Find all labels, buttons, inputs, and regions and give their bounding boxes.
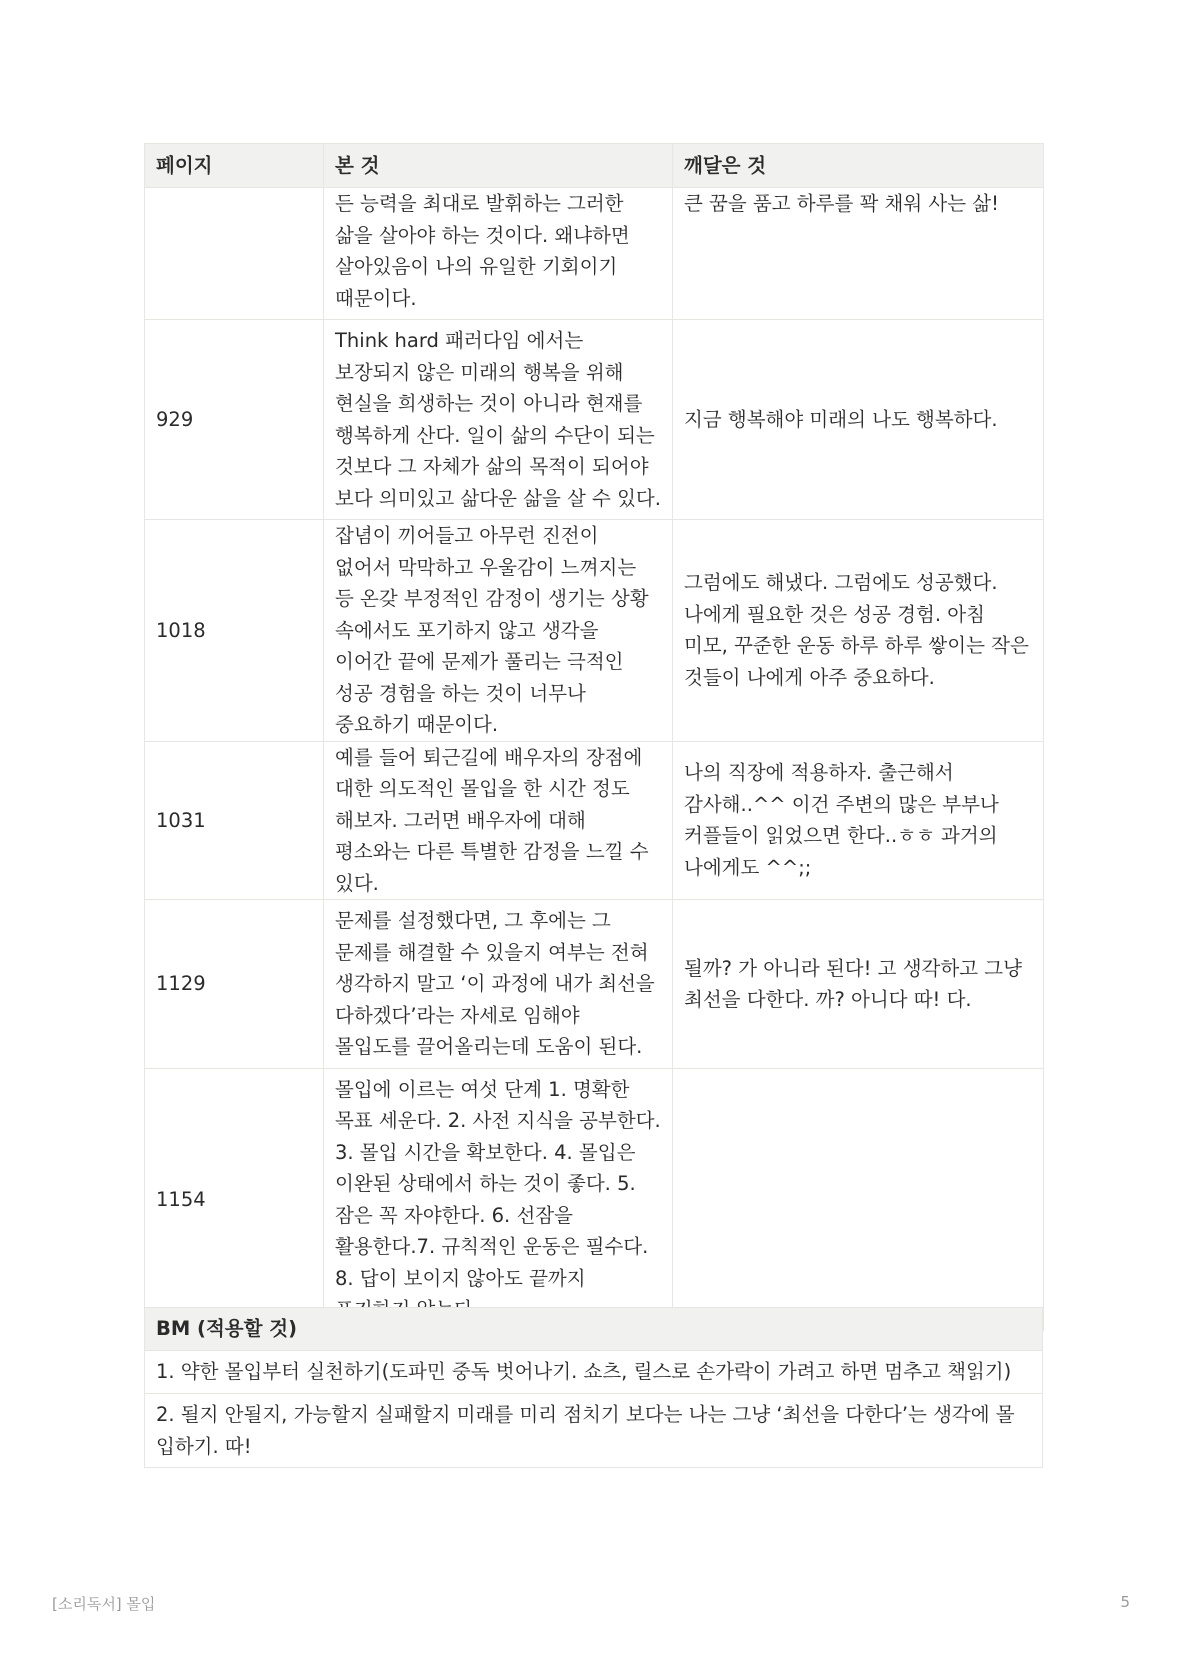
seen-cell: Think hard 패러다임 에서는 보장되지 않은 미래의 행복을 위해 현실을 희생하는 것이 아니라 현재를 행복하게 산다. 일이 삶의 수단이 되는 것보다 그 자체가 삶의 목적이 되어야 보다 의미있고 삶다운 삶을 살 수 있다. (324, 320, 673, 520)
page-cell: 1018 (145, 520, 324, 742)
realized-cell (673, 1069, 1044, 1331)
bm-header-row (145, 1308, 1043, 1351)
bm-item: 1. 약한 몰입부터 실천하기(도파민 중독 벗어나기. 쇼츠, 릴스로 손가락이 가려고 하면 멈추고 책읽기) (145, 1351, 1043, 1394)
footer-document-title: [소리독서] 몰입 (52, 1595, 156, 1613)
bm-item-row (145, 1394, 1043, 1468)
realized-cell: 큰 꿈을 품고 하루를 꽉 채워 사는 삶! (673, 188, 1044, 320)
bm-item-row (145, 1351, 1043, 1394)
page-cell: 1129 (145, 900, 324, 1069)
page-cell: 929 (145, 320, 324, 520)
page-cell: 1154 (145, 1069, 324, 1331)
table-row (145, 1069, 1044, 1331)
bm-header: BM (적용할 것) (145, 1308, 1043, 1351)
seen-cell: 든 능력을 최대로 발휘하는 그러한 삶을 살아야 하는 것이다. 왜냐하면 살아있음이 나의 유일한 기회이기 때문이다. (324, 188, 673, 320)
seen-cell: 몰입에 이르는 여섯 단계 1. 명확한 목표 세운다. 2. 사전 지식을 공부한다. 3. 몰입 시간을 확보한다. 4. 몰입은 이완된 상태에서 하는 것이 좋다. 5. 잠은 꼭 자야한다. 6. 선잠을 활용한다.7. 규칙적인 운동은 필수다. 8. 답이 보이지 않아도 끝까지 (324, 1069, 673, 1331)
table-row (145, 320, 1044, 520)
seen-cell: 문제를 설정했다면, 그 후에는 그 문제를 해결할 수 있을지 여부는 전혀 생각하지 말고 ‘이 과정에 내가 최선을 다하겠다’라는 자세로 임해야 몰입도를 끌어올리는데 도움이 된다. (324, 900, 673, 1069)
bm-table (144, 1307, 1043, 1468)
header-seen: 본 것 (324, 144, 673, 188)
header-realized: 깨달은 것 (673, 144, 1044, 188)
footer-page-number: 5 (1120, 1593, 1130, 1611)
realized-cell: 그럼에도 해냈다. 그럼에도 성공했다. 나에게 필요한 것은 성공 경험. 아침 미모, 꾸준한 운동 하루 하루 쌓이는 작은 것들이 나에게 아주 중요하다. (673, 520, 1044, 742)
realized-cell: 될까? 가 아니라 된다! 고 생각하고 그냥 최선을 다한다. 까? 아니다 따! 다. (673, 900, 1044, 1069)
page-cell: 1031 (145, 741, 324, 900)
header-page: 페이지 (145, 144, 324, 188)
realized-cell: 나의 직장에 적용하자. 출근해서 감사해..^^ 이건 주변의 많은 부부나 커플들이 읽었으면 한다..ㅎㅎ 과거의 나에게도 ^^;; (673, 741, 1044, 900)
table-row (145, 188, 1044, 320)
table-row (145, 520, 1044, 742)
table-header-row (145, 144, 1044, 188)
notes-table (144, 143, 1044, 1331)
bm-item: 2. 될지 안될지, 가능할지 실패할지 미래를 미리 점치기 보다는 나는 그냥 ‘최선을 다한다’는 생각에 몰입하기. 따! (145, 1394, 1043, 1468)
table-row (145, 900, 1044, 1069)
table-row (145, 741, 1044, 900)
seen-cell: 예를 들어 퇴근길에 배우자의 장점에 대한 의도적인 몰입을 한 시간 정도 해보자. 그러면 배우자에 대해 평소와는 다른 특별한 감정을 느낄 수 있다. (324, 741, 673, 900)
realized-cell: 지금 행복해야 미래의 나도 행복하다. (673, 320, 1044, 520)
seen-cell: 잡념이 끼어들고 아무런 진전이 없어서 막막하고 우울감이 느껴지는 등 온갖 부정적인 감정이 생기는 상황 속에서도 포기하지 않고 생각을 이어간 끝에 문제가 풀리는 극적인 성공 경험을 하는 것이 너무나 중요하기 때문이다. (324, 520, 673, 742)
page-cell (145, 188, 324, 320)
